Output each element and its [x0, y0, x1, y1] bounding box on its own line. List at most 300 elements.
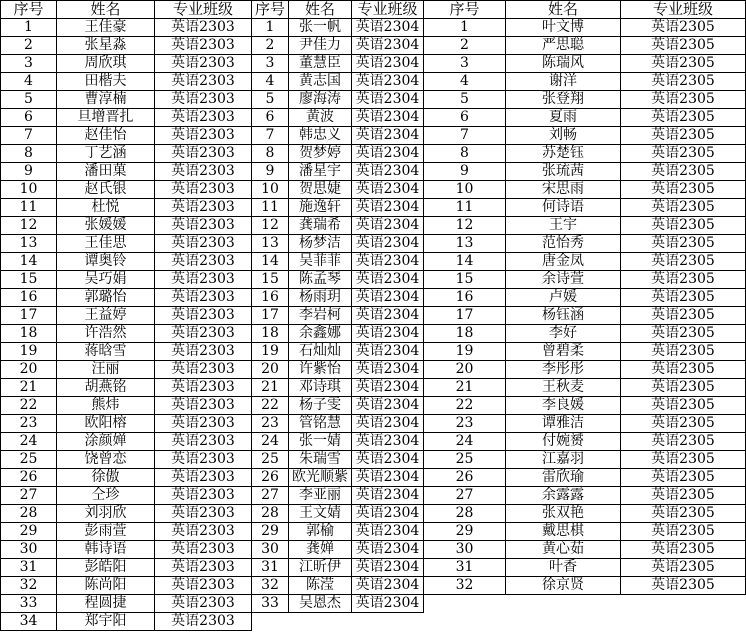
class-name: 英语2305 [621, 433, 746, 451]
name-header: 姓名 [289, 1, 352, 19]
class-name: 英语2305 [621, 523, 746, 541]
row-number: 7 [252, 127, 289, 145]
student-name: 仝珍 [57, 487, 155, 505]
row-number: 26 [1, 469, 57, 487]
student-name: 余诗萱 [506, 271, 621, 289]
student-name: 谭雅洁 [506, 415, 621, 433]
row-number: 28 [1, 505, 57, 523]
table-row [1, 199, 746, 217]
student-name: 余鑫娜 [289, 325, 352, 343]
class-name: 英语2304 [352, 271, 424, 289]
class-name: 英语2305 [621, 577, 746, 595]
table-row [1, 433, 746, 451]
student-name: 叶香 [506, 559, 621, 577]
index-header: 序号 [1, 1, 57, 19]
student-name: 黄波 [289, 109, 352, 127]
table-row [1, 595, 746, 613]
class-name: 英语2304 [352, 343, 424, 361]
class-name: 英语2303 [155, 199, 252, 217]
row-number: 34 [1, 613, 57, 631]
class-name: 英语2303 [155, 433, 252, 451]
student-name: 郭璐怡 [57, 289, 155, 307]
class-name: 英语2304 [352, 379, 424, 397]
row-number: 3 [1, 55, 57, 73]
student-name: 潘田菓 [57, 163, 155, 181]
class-name: 英语2305 [621, 289, 746, 307]
student-name: 周欣琪 [57, 55, 155, 73]
class-name: 英语2305 [621, 55, 746, 73]
student-name: 赵佳怡 [57, 127, 155, 145]
row-number: 18 [1, 325, 57, 343]
student-name: 曾碧柔 [506, 343, 621, 361]
table-row [1, 523, 746, 541]
table-row [1, 613, 746, 631]
student-name: 彭皓阳 [57, 559, 155, 577]
student-name: 刘羽欣 [57, 505, 155, 523]
row-number: 16 [424, 289, 506, 307]
class-name: 英语2304 [352, 469, 424, 487]
class-name: 英语2305 [621, 109, 746, 127]
student-name: 丁艺涵 [57, 145, 155, 163]
class-name: 英语2305 [621, 397, 746, 415]
student-name: 王秋麦 [506, 379, 621, 397]
row-number: 13 [1, 235, 57, 253]
row-number: 1 [252, 19, 289, 37]
class-name: 英语2305 [621, 253, 746, 271]
student-name: 彭雨萱 [57, 523, 155, 541]
row-number: 27 [252, 487, 289, 505]
row-number: 29 [424, 523, 506, 541]
student-name: 王文婧 [289, 505, 352, 523]
row-number: 9 [252, 163, 289, 181]
student-name: 旦增晋扎 [57, 109, 155, 127]
class-name: 英语2303 [155, 343, 252, 361]
class-name: 英语2303 [155, 487, 252, 505]
row-number: 26 [424, 469, 506, 487]
row-number: 12 [252, 217, 289, 235]
row-number: 7 [424, 127, 506, 145]
student-name: 欧阳榕 [57, 415, 155, 433]
class-name: 英语2304 [352, 541, 424, 559]
table-row [1, 145, 746, 163]
row-number: 30 [252, 541, 289, 559]
class-name: 英语2303 [155, 307, 252, 325]
class-name: 英语2303 [155, 181, 252, 199]
student-name: 苏楚钰 [506, 145, 621, 163]
row-number: 1 [1, 19, 57, 37]
student-name: 欧光顺紫 [289, 469, 352, 487]
table-row [1, 289, 746, 307]
name-header: 姓名 [506, 1, 621, 19]
student-name: 陈瑞风 [506, 55, 621, 73]
row-number: 31 [1, 559, 57, 577]
row-number: 30 [1, 541, 57, 559]
table-row [1, 19, 746, 37]
table-row [1, 541, 746, 559]
student-name: 陈滢 [289, 577, 352, 595]
table-row [1, 451, 746, 469]
class-name: 英语2304 [352, 73, 424, 91]
student-name: 石灿灿 [289, 343, 352, 361]
class-name: 英语2305 [621, 235, 746, 253]
empty-cell [621, 595, 746, 613]
class-name: 英语2303 [155, 469, 252, 487]
class-name: 英语2303 [155, 235, 252, 253]
row-number: 18 [252, 325, 289, 343]
row-number: 11 [252, 199, 289, 217]
class-name: 英语2305 [621, 343, 746, 361]
class-name: 英语2304 [352, 397, 424, 415]
student-name: 戴思棋 [506, 523, 621, 541]
row-number: 16 [252, 289, 289, 307]
student-name: 李良媛 [506, 397, 621, 415]
table-row [1, 127, 746, 145]
empty-cell [424, 595, 506, 613]
student-name: 李岩柯 [289, 307, 352, 325]
empty-cell [506, 595, 621, 613]
class-name: 英语2304 [352, 505, 424, 523]
row-number: 3 [424, 55, 506, 73]
student-name: 吴恩杰 [289, 595, 352, 613]
row-number: 14 [424, 253, 506, 271]
row-number: 21 [1, 379, 57, 397]
student-name: 陈孟琴 [289, 271, 352, 289]
class-name: 英语2304 [352, 199, 424, 217]
row-number: 22 [1, 397, 57, 415]
class-header: 专业班级 [621, 1, 746, 19]
class-name: 英语2303 [155, 613, 252, 631]
class-name: 英语2305 [621, 361, 746, 379]
class-name: 英语2305 [621, 487, 746, 505]
table-row [1, 181, 746, 199]
class-name: 英语2303 [155, 595, 252, 613]
student-name: 江昕伊 [289, 559, 352, 577]
student-name: 朱瑞雪 [289, 451, 352, 469]
row-number: 17 [252, 307, 289, 325]
row-number: 8 [424, 145, 506, 163]
row-number: 20 [252, 361, 289, 379]
student-name: 胡燕铭 [57, 379, 155, 397]
table-row [1, 37, 746, 55]
row-number: 11 [424, 199, 506, 217]
row-number: 10 [424, 181, 506, 199]
class-name: 英语2303 [155, 127, 252, 145]
class-name: 英语2305 [621, 541, 746, 559]
class-name: 英语2304 [352, 145, 424, 163]
student-name: 韩诗语 [57, 541, 155, 559]
student-name: 杨钰涵 [506, 307, 621, 325]
student-name: 何诗语 [506, 199, 621, 217]
row-number: 2 [1, 37, 57, 55]
class-name: 英语2304 [352, 91, 424, 109]
row-number: 33 [1, 595, 57, 613]
class-name: 英语2305 [621, 217, 746, 235]
row-number: 33 [252, 595, 289, 613]
row-number: 31 [424, 559, 506, 577]
student-name: 谭奥铃 [57, 253, 155, 271]
student-name: 徐傲 [57, 469, 155, 487]
student-name: 杨雨玥 [289, 289, 352, 307]
row-number: 23 [252, 415, 289, 433]
header-row [1, 1, 746, 19]
row-number: 6 [424, 109, 506, 127]
student-name: 许浩然 [57, 325, 155, 343]
empty-cell [506, 613, 621, 631]
student-name: 潘星宇 [289, 163, 352, 181]
row-number: 5 [424, 91, 506, 109]
row-number: 18 [424, 325, 506, 343]
student-name: 王宇 [506, 217, 621, 235]
class-header: 专业班级 [352, 1, 424, 19]
row-number: 29 [1, 523, 57, 541]
student-name: 蒋晗雪 [57, 343, 155, 361]
row-number: 20 [424, 361, 506, 379]
class-name: 英语2303 [155, 541, 252, 559]
table-row [1, 559, 746, 577]
class-name: 英语2304 [352, 235, 424, 253]
class-name: 英语2305 [621, 559, 746, 577]
class-name: 英语2304 [352, 415, 424, 433]
student-name: 叶文博 [506, 19, 621, 37]
row-number: 4 [424, 73, 506, 91]
row-number: 29 [252, 523, 289, 541]
class-name: 英语2305 [621, 163, 746, 181]
class-name: 英语2304 [352, 433, 424, 451]
student-name: 贺思婕 [289, 181, 352, 199]
table-row [1, 307, 746, 325]
row-number: 21 [424, 379, 506, 397]
class-name: 英语2305 [621, 19, 746, 37]
student-name: 王佳思 [57, 235, 155, 253]
table-row [1, 217, 746, 235]
student-name: 曹淳楠 [57, 91, 155, 109]
row-number: 12 [424, 217, 506, 235]
student-name: 龚婵 [289, 541, 352, 559]
class-name: 英语2305 [621, 307, 746, 325]
class-name: 英语2304 [352, 487, 424, 505]
class-name: 英语2304 [352, 253, 424, 271]
row-number: 10 [1, 181, 57, 199]
row-number: 31 [252, 559, 289, 577]
table-row [1, 163, 746, 181]
class-name: 英语2303 [155, 451, 252, 469]
class-name: 英语2304 [352, 559, 424, 577]
row-number: 7 [1, 127, 57, 145]
student-name: 张媛媛 [57, 217, 155, 235]
student-name: 张琉茜 [506, 163, 621, 181]
class-name: 英语2304 [352, 289, 424, 307]
row-number: 14 [252, 253, 289, 271]
row-number: 22 [424, 397, 506, 415]
row-number: 15 [252, 271, 289, 289]
class-name: 英语2304 [352, 325, 424, 343]
table-row [1, 91, 746, 109]
row-number: 6 [1, 109, 57, 127]
student-name: 熊炜 [57, 397, 155, 415]
row-number: 25 [252, 451, 289, 469]
student-name: 付婉赟 [506, 433, 621, 451]
row-number: 32 [424, 577, 506, 595]
student-name: 张登翔 [506, 91, 621, 109]
student-name: 严思聪 [506, 37, 621, 55]
student-name: 贺梦婷 [289, 145, 352, 163]
row-number: 1 [424, 19, 506, 37]
row-number: 27 [424, 487, 506, 505]
row-number: 19 [252, 343, 289, 361]
student-name: 尹佳力 [289, 37, 352, 55]
student-name: 王益婷 [57, 307, 155, 325]
table-row [1, 397, 746, 415]
class-name: 英语2304 [352, 163, 424, 181]
row-number: 5 [1, 91, 57, 109]
row-number: 14 [1, 253, 57, 271]
class-name: 英语2303 [155, 19, 252, 37]
student-name: 黄心茹 [506, 541, 621, 559]
student-name: 范怡秀 [506, 235, 621, 253]
class-name: 英语2303 [155, 523, 252, 541]
student-name: 邓诗琪 [289, 379, 352, 397]
student-name: 吴巧娟 [57, 271, 155, 289]
student-name: 王佳豪 [57, 19, 155, 37]
student-name: 夏雨 [506, 109, 621, 127]
class-name: 英语2305 [621, 73, 746, 91]
row-number: 28 [424, 505, 506, 523]
class-name: 英语2303 [155, 325, 252, 343]
student-name: 廖海涛 [289, 91, 352, 109]
class-name: 英语2303 [155, 271, 252, 289]
table-row [1, 235, 746, 253]
row-number: 5 [252, 91, 289, 109]
student-name: 张一婧 [289, 433, 352, 451]
class-name: 英语2305 [621, 325, 746, 343]
student-name: 施逸轩 [289, 199, 352, 217]
row-number: 22 [252, 397, 289, 415]
student-name: 涂颜婵 [57, 433, 155, 451]
index-header: 序号 [424, 1, 506, 19]
class-name: 英语2305 [621, 199, 746, 217]
row-number: 2 [424, 37, 506, 55]
student-name: 杨梦洁 [289, 235, 352, 253]
student-name: 徐京贤 [506, 577, 621, 595]
table-row [1, 271, 746, 289]
roster-body [1, 1, 746, 631]
row-number: 17 [1, 307, 57, 325]
row-number: 9 [424, 163, 506, 181]
table-row [1, 325, 746, 343]
class-name: 英语2303 [155, 505, 252, 523]
table-row [1, 109, 746, 127]
table-row [1, 343, 746, 361]
student-name: 田楷夫 [57, 73, 155, 91]
student-name: 张星淼 [57, 37, 155, 55]
class-name: 英语2305 [621, 469, 746, 487]
table-row [1, 55, 746, 73]
student-name: 董慧臣 [289, 55, 352, 73]
row-number: 4 [252, 73, 289, 91]
row-number: 28 [252, 505, 289, 523]
row-number: 19 [424, 343, 506, 361]
student-name: 许紫怡 [289, 361, 352, 379]
student-name: 唐金凤 [506, 253, 621, 271]
row-number: 2 [252, 37, 289, 55]
class-name: 英语2303 [155, 379, 252, 397]
class-name: 英语2305 [621, 271, 746, 289]
class-name: 英语2305 [621, 181, 746, 199]
student-name: 卢媛 [506, 289, 621, 307]
row-number: 6 [252, 109, 289, 127]
class-name: 英语2303 [155, 415, 252, 433]
row-number: 13 [252, 235, 289, 253]
class-name: 英语2305 [621, 415, 746, 433]
row-number: 26 [252, 469, 289, 487]
student-name: 韩忠义 [289, 127, 352, 145]
row-number: 15 [1, 271, 57, 289]
student-name: 程圆捷 [57, 595, 155, 613]
student-name: 李彤彤 [506, 361, 621, 379]
class-name: 英语2304 [352, 595, 424, 613]
class-name: 英语2303 [155, 253, 252, 271]
row-number: 10 [252, 181, 289, 199]
student-name: 郭榆 [289, 523, 352, 541]
student-name: 汪丽 [57, 361, 155, 379]
student-name: 张双艳 [506, 505, 621, 523]
row-number: 17 [424, 307, 506, 325]
class-name: 英语2303 [155, 361, 252, 379]
class-name: 英语2304 [352, 109, 424, 127]
class-name: 英语2305 [621, 451, 746, 469]
class-name: 英语2304 [352, 577, 424, 595]
row-number: 25 [424, 451, 506, 469]
class-name: 英语2305 [621, 379, 746, 397]
row-number: 9 [1, 163, 57, 181]
class-name: 英语2304 [352, 451, 424, 469]
table-row [1, 253, 746, 271]
row-number: 3 [252, 55, 289, 73]
row-number: 8 [1, 145, 57, 163]
table-row [1, 73, 746, 91]
row-number: 4 [1, 73, 57, 91]
class-name: 英语2304 [352, 19, 424, 37]
row-number: 11 [1, 199, 57, 217]
table-row [1, 469, 746, 487]
class-name: 英语2303 [155, 91, 252, 109]
class-name: 英语2304 [352, 217, 424, 235]
student-name: 李亚丽 [289, 487, 352, 505]
class-name: 英语2303 [155, 73, 252, 91]
row-number: 13 [424, 235, 506, 253]
student-name: 饶曾恋 [57, 451, 155, 469]
table-row [1, 487, 746, 505]
student-name: 李好 [506, 325, 621, 343]
student-name: 刘畅 [506, 127, 621, 145]
row-number: 24 [1, 433, 57, 451]
index-header: 序号 [252, 1, 289, 19]
class-name: 英语2304 [352, 55, 424, 73]
student-name: 雷欣瑜 [506, 469, 621, 487]
row-number: 19 [1, 343, 57, 361]
student-name: 管铭慧 [289, 415, 352, 433]
row-number: 23 [424, 415, 506, 433]
student-name: 宋思雨 [506, 181, 621, 199]
student-name: 余露露 [506, 487, 621, 505]
class-name: 英语2305 [621, 127, 746, 145]
class-name: 英语2303 [155, 109, 252, 127]
student-name: 陈尚阳 [57, 577, 155, 595]
name-header: 姓名 [57, 1, 155, 19]
row-number: 24 [424, 433, 506, 451]
student-name: 龚瑞希 [289, 217, 352, 235]
student-name: 郑宇阳 [57, 613, 155, 631]
